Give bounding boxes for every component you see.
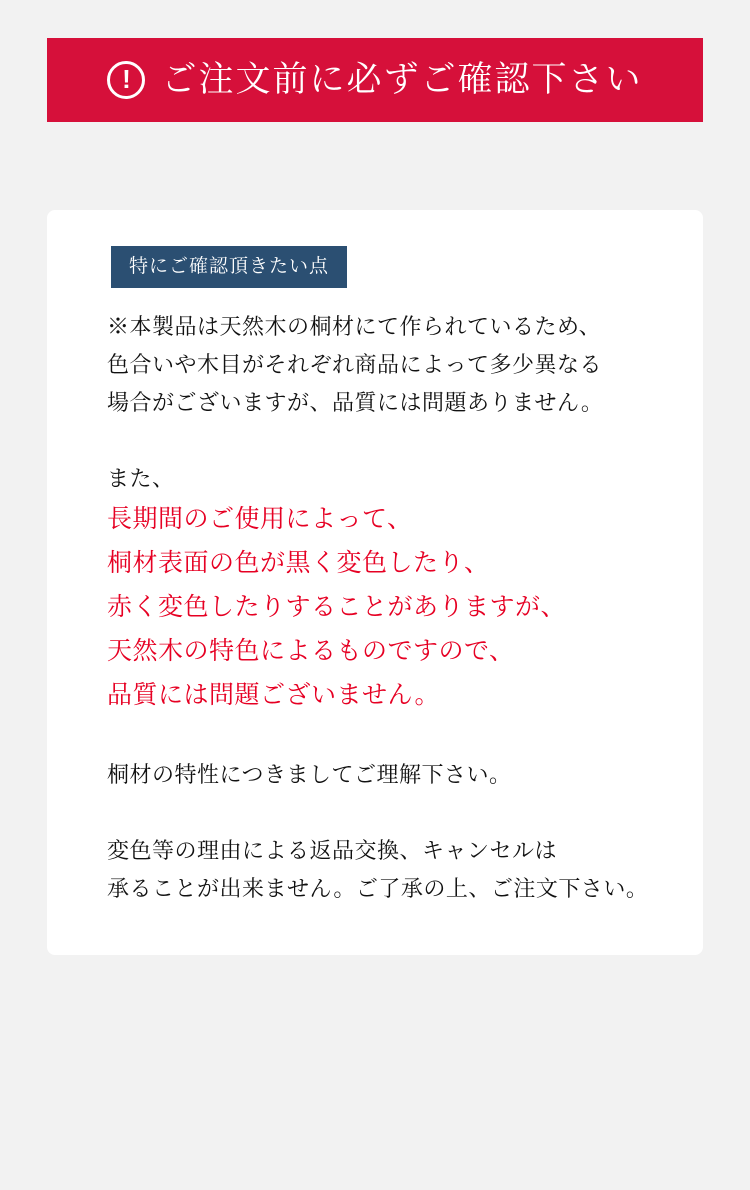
paragraph-also (107, 460, 687, 498)
policy-line-1: 変色等の理由による返品交換、キャンセルは (107, 838, 558, 863)
paragraph-natural-wood (107, 308, 687, 422)
paragraph-understanding (107, 756, 687, 794)
paragraph-policy (107, 832, 687, 908)
banner-inner (107, 61, 642, 100)
also-line: また、 (107, 466, 175, 491)
spacer-1 (107, 422, 687, 460)
notice-banner (47, 38, 703, 122)
notice-card (47, 210, 703, 955)
note-line-1: ※本製品は天然木の桐材にて作られているため、 (107, 314, 602, 339)
warning-line-4: 天然木の特色によるものですので、 (107, 638, 515, 665)
spacer-3 (107, 794, 687, 832)
banner-title: ご注文前に必ずご確認下さい (161, 59, 643, 99)
notice-body (107, 308, 687, 908)
warning-line-2: 桐材表面の色が黒く変色したり、 (107, 550, 490, 577)
warning-line-3: 赤く変色したりすることがありますが、 (107, 594, 567, 621)
warning-line-5: 品質には問題ございません。 (107, 682, 441, 709)
warning-line-1: 長期間のご使用によって、 (107, 506, 413, 533)
policy-line-2: 承ることが出来ません。ご了承の上、ご注文下さい。 (107, 876, 649, 901)
exclamation-mark: ! (122, 64, 131, 94)
section-tag: 特にご確認頂きたい点 (111, 246, 347, 288)
understanding-line: 桐材の特性につきましてご理解下さい。 (107, 762, 512, 787)
note-line-2: 色合いや木目がそれぞれ商品によって多少異なる (107, 352, 603, 377)
paragraph-warning (107, 498, 687, 718)
note-line-3: 場合がございますが、品質には問題ありません。 (107, 390, 604, 415)
spacer-2 (107, 718, 687, 756)
exclamation-circle-icon (107, 61, 145, 99)
